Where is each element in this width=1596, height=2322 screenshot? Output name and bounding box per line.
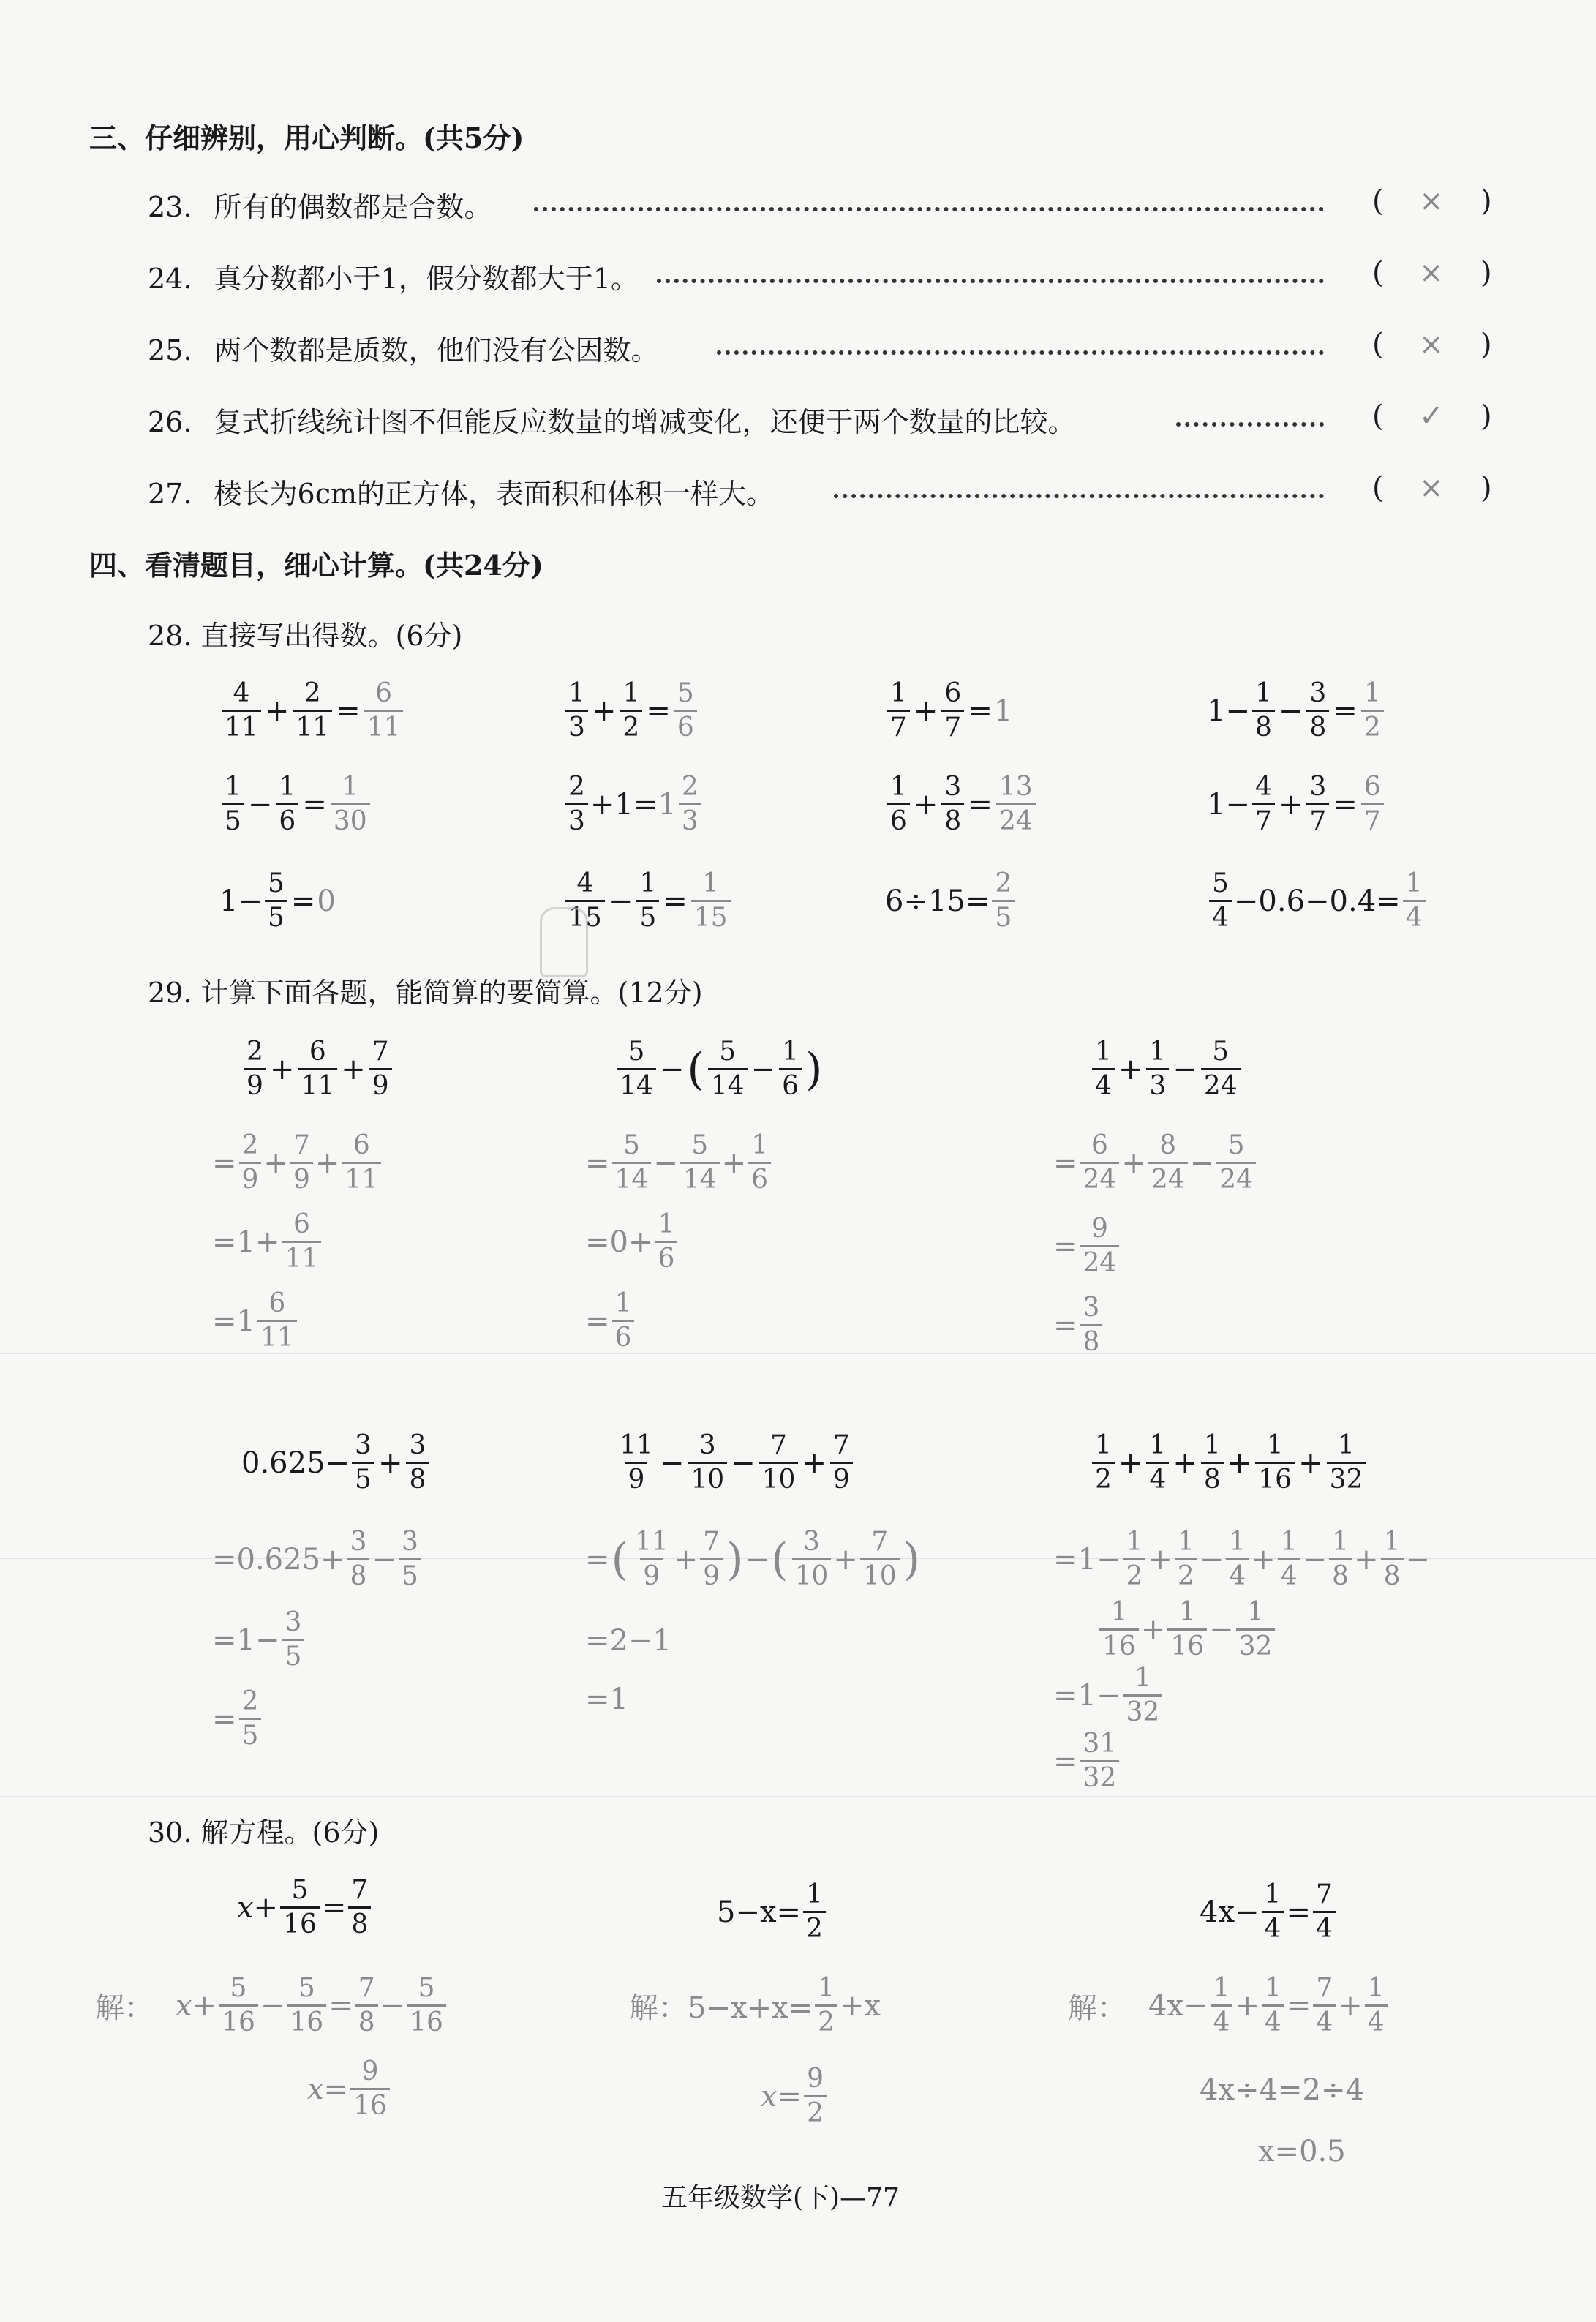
q28-item: 1− $\frac{5}{5}$ = 0 — [219, 868, 336, 933]
judgment-item — [148, 328, 659, 368]
q30-step: 解：5−x+x= $\frac{1}{2}$ +x — [629, 1973, 881, 2037]
answer-fraction: $\frac{1}{4}$ — [1403, 871, 1426, 931]
q30-step: x= $\frac{9}{16}$ — [307, 2059, 392, 2119]
dotted-leader — [834, 494, 1324, 498]
q29-problem: $\frac{1}{4}$ + $\frac{1}{3}$ − $\frac{5}{24}$ — [1090, 1039, 1243, 1100]
q30-step: 解： x+ $\frac{5}{16}$ − $\frac{5}{16}$ = $\frac{7}{8}$ − $\frac{5}{16}$ — [95, 1975, 448, 2036]
dotted-leader — [657, 279, 1324, 283]
q29-step: = $\frac{1}{6}$ — [585, 1290, 636, 1351]
answer-fraction: $\frac{6}{7}$ — [1361, 774, 1384, 835]
question-29-label: 29. 计算下面各题，能简算的要简算。(12分) — [148, 977, 703, 1009]
q29-step: = $\frac{9}{24}$ — [1053, 1216, 1121, 1277]
answer-paren-open: ( — [1372, 471, 1384, 505]
q29-step: =1+ $\frac{6}{11}$ — [212, 1211, 323, 1272]
section-3-heading: 三、仔细辨别，用心判断。(共5分) — [89, 121, 524, 154]
q29-problem: 0.625− $\frac{3}{5}$ + $\frac{3}{8}$ — [241, 1432, 431, 1493]
q28-item: $\frac{5}{4}$ −0.6−0.4= $\frac{1}{4}$ — [1207, 871, 1428, 931]
q29-problem: $\frac{1}{2}$ + $\frac{1}{4}$ + $\frac{1}{8}$ + $\frac{1}{16}$ + $\frac{1}{32}$ — [1090, 1432, 1368, 1493]
question-number: 27. — [148, 478, 192, 510]
q29-step: =1− $\frac{1}{32}$ — [1053, 1665, 1164, 1726]
answer-paren-open: ( — [1372, 328, 1384, 361]
q29-step: =1 — [585, 1683, 628, 1716]
question-text: 两个数都是质数，他们没有公因数。 — [214, 334, 659, 367]
q29-step: = ( $\frac{11}{9}$ + $\frac{7}{9}$ ) − ( $\frac{3}{10}$ + $\frac{7}{10}$ ) — [585, 1527, 921, 1591]
answer-paren-close: ) — [1480, 328, 1492, 361]
cross-mark: × — [1419, 328, 1444, 361]
q29-step: = $\frac{3}{8}$ — [1053, 1295, 1104, 1356]
answer-fraction: $\frac{13}{24}$ — [996, 774, 1036, 835]
q29-step: $\frac{1}{16}$ + $\frac{1}{16}$ − $\frac{1}{32}$ — [1097, 1599, 1277, 1660]
answer-paren-open: ( — [1372, 184, 1384, 218]
q28-item: $\frac{1}{5}$ − $\frac{1}{6}$ = $\frac{1}{30}$ — [219, 774, 372, 835]
answer-fraction: $\frac{1}{30}$ — [331, 774, 370, 835]
question-text: 棱长为6cm的正方体，表面积和体积一样大。 — [214, 478, 775, 510]
q28-item: $\frac{4}{15}$ − $\frac{1}{5}$ = $\frac{1}{15}$ — [563, 871, 733, 931]
answer-fraction: $\frac{2}{3}$ — [679, 774, 701, 835]
q29-step: = $\frac{6}{24}$ + $\frac{8}{24}$ − $\frac{5}{24}$ — [1053, 1132, 1258, 1193]
answer-value: 1 — [993, 694, 1013, 728]
q28-item: 6÷15= $\frac{2}{5}$ — [885, 871, 1017, 931]
question-number: 23. — [148, 191, 192, 223]
q30-answer: x=0.5 — [1258, 2135, 1346, 2168]
q29-step: =1− $\frac{1}{2}$ + $\frac{1}{2}$ − $\frac{1}{4}$ + $\frac{1}{4}$ − $\frac{1}{8}$ + $\frac{1}{8}$ − — [1053, 1527, 1431, 1591]
q29-step: =1− $\frac{3}{5}$ — [212, 1609, 306, 1670]
q29-problem: $\frac{5}{14}$ − ( $\frac{5}{14}$ − $\frac{1}{6}$ ) — [614, 1039, 824, 1100]
answer-fraction: $\frac{1}{2}$ — [1361, 680, 1384, 741]
answer-paren-open: ( — [1372, 256, 1384, 290]
q29-step: = $\frac{2}{5}$ — [212, 1688, 263, 1749]
q28-item: $\frac{1}{7}$ + $\frac{6}{7}$ = 1 — [885, 680, 1012, 741]
answer-fraction: $\frac{2}{5}$ — [992, 871, 1015, 931]
judgment-item — [148, 399, 1076, 440]
q29-step: =2−1 — [585, 1624, 671, 1658]
answer-paren-close: ) — [1480, 184, 1492, 218]
q28-item: $\frac{1}{6}$ + $\frac{3}{8}$ = $\frac{13}{24}$ — [885, 774, 1038, 835]
q29-step: =1 $\frac{6}{11}$ — [212, 1290, 299, 1351]
q30-step: 解： 4x− $\frac{1}{4}$ + $\frac{1}{4}$ = $\frac{7}{4}$ + $\frac{1}{4}$ — [1068, 1975, 1390, 2036]
q28-item: $\frac{4}{11}$ + $\frac{2}{11}$ = $\frac{6}{11}$ — [219, 680, 405, 741]
q28-item: $\frac{2}{3}$ +1= 1 $\frac{2}{3}$ — [563, 774, 704, 835]
question-text: 真分数都小于1，假分数都大于1。 — [214, 263, 639, 295]
q28-item: 1− $\frac{4}{7}$ + $\frac{3}{7}$ = $\frac{6}{7}$ — [1207, 774, 1386, 835]
stamp-mark — [540, 907, 588, 977]
dotted-leader — [534, 207, 1324, 211]
q30-equation: 5−x= $\frac{1}{2}$ — [717, 1882, 828, 1942]
fraction: $\frac{4}{11}$ — [222, 680, 261, 741]
judgment-item — [148, 184, 492, 225]
q30-step: 4x÷4=2÷4 — [1200, 2073, 1364, 2107]
check-mark: ✓ — [1419, 399, 1444, 433]
q29-step: = $\frac{2}{9}$ + $\frac{7}{9}$ + $\frac{6}{11}$ — [212, 1132, 383, 1193]
dotted-leader — [717, 350, 1324, 355]
question-number: 26. — [148, 406, 192, 438]
q29-problem: $\frac{2}{9}$ + $\frac{6}{11}$ + $\frac{7}{9}$ — [241, 1039, 394, 1100]
q28-item: $\frac{1}{3}$ + $\frac{1}{2}$ = $\frac{5}{6}$ — [563, 680, 699, 741]
fraction: $\frac{2}{11}$ — [293, 680, 332, 741]
answer-paren-close: ) — [1480, 399, 1492, 433]
q29-step: = $\frac{31}{32}$ — [1053, 1731, 1121, 1792]
q29-step: =0.625+ $\frac{3}{8}$ − $\frac{3}{5}$ — [212, 1529, 424, 1590]
question-text: 所有的偶数都是合数。 — [214, 191, 492, 223]
answer-paren-close: ) — [1480, 471, 1492, 505]
q29-step: =0+ $\frac{1}{6}$ — [585, 1211, 680, 1272]
q30-step: x= $\frac{9}{2}$ — [761, 2066, 829, 2127]
judgment-item — [148, 256, 639, 296]
question-28-label: 28. 直接写出得数。(6分) — [148, 620, 463, 652]
cross-mark: × — [1419, 471, 1444, 505]
answer-fraction: $\frac{1}{15}$ — [691, 871, 731, 931]
question-30-label: 30. 解方程。(6分) — [148, 1816, 380, 1849]
cross-mark: × — [1419, 256, 1444, 290]
q28-item: 1− $\frac{1}{8}$ − $\frac{3}{8}$ = $\frac{1}{2}$ — [1207, 680, 1386, 741]
q29-step: = $\frac{5}{14}$ − $\frac{5}{14}$ + $\frac{1}{6}$ — [585, 1132, 773, 1193]
section-4-heading: 四、看清题目，细心计算。(共24分) — [89, 549, 543, 582]
page-footer: 五年级数学(下)—77 — [661, 2183, 900, 2213]
cross-mark: × — [1419, 184, 1444, 218]
answer-value: 0 — [317, 884, 336, 918]
question-text: 复式折线统计图不但能反应数量的增减变化，还便于两个数量的比较。 — [214, 406, 1076, 438]
answer-paren-close: ) — [1480, 256, 1492, 290]
dotted-leader — [1176, 422, 1324, 427]
answer-fraction: $\frac{5}{6}$ — [674, 680, 697, 741]
question-number: 25. — [148, 334, 192, 367]
answer-paren-open: ( — [1372, 399, 1384, 433]
q30-equation: x+ $\frac{5}{16}$ = $\frac{7}{8}$ — [237, 1877, 373, 1938]
q29-problem: $\frac{11}{9}$ − $\frac{3}{10}$ − $\frac{7}{10}$ + $\frac{7}{9}$ — [614, 1432, 855, 1493]
question-number: 24. — [148, 263, 192, 295]
judgment-item — [148, 471, 774, 511]
q30-equation: 4x− $\frac{1}{4}$ = $\frac{7}{4}$ — [1200, 1882, 1338, 1942]
answer-fraction: $\frac{6}{11}$ — [364, 680, 404, 741]
